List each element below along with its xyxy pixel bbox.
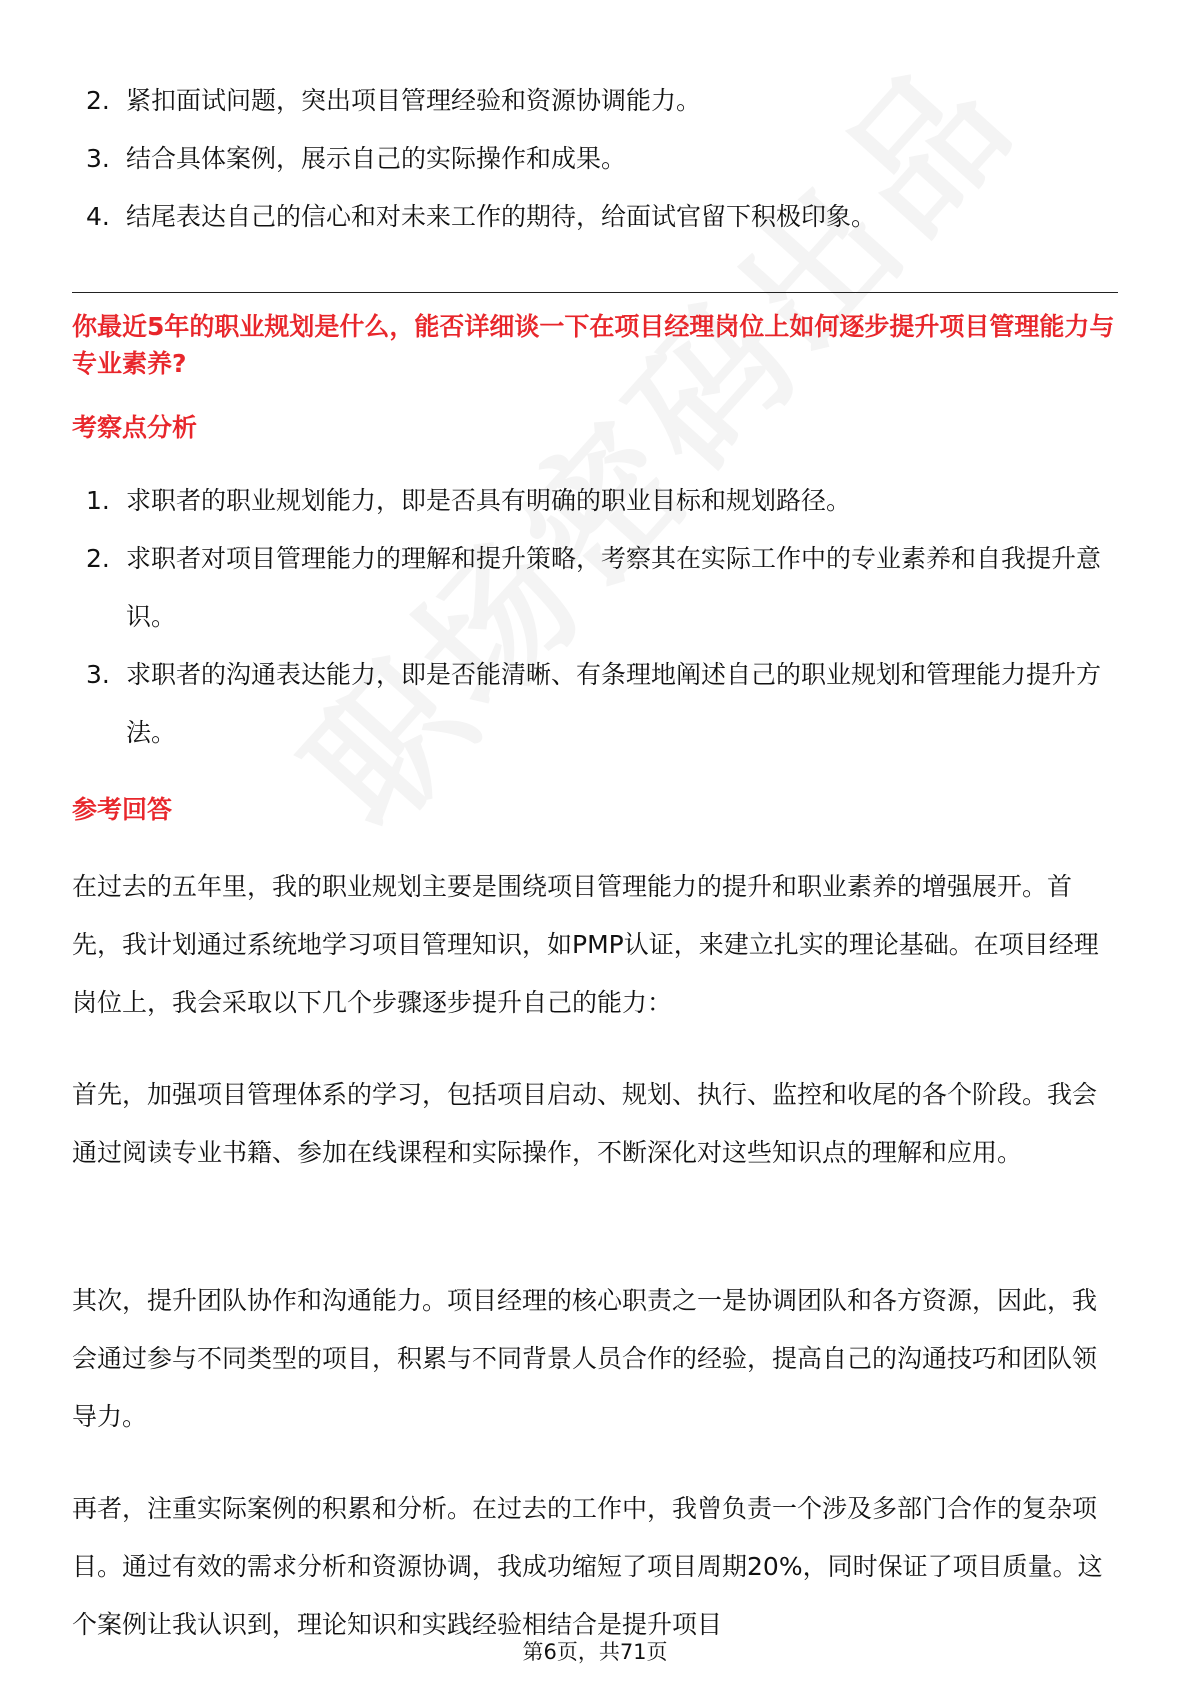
- list-text: 结尾表达自己的信心和对未来工作的期待，给面试官留下积极印象。: [126, 202, 877, 231]
- list-number: 4.: [86, 202, 110, 231]
- list-text: 求职者对项目管理能力的理解和提升策略，考察其在实际工作中的专业素养和自我提升意识。: [126, 544, 1102, 631]
- list-number: 3.: [86, 660, 110, 689]
- answer-paragraph: 首先，加强项目管理体系的学习，包括项目启动、规划、执行、监控和收尾的各个阶段。我会通过阅读专业书籍、参加在线课程和实际操作，不断深化对这些知识点的理解和应用。: [72, 1080, 1098, 1167]
- list-item: [72, 530, 1118, 646]
- list-item: [72, 188, 1118, 246]
- section-divider: [72, 292, 1118, 293]
- answer-paragraph: 再者，注重实际案例的积累和分析。在过去的工作中，我曾负责一个涉及多部门合作的复杂项目。通过有效的需求分析和资源协调，我成功缩短了项目周期20%，同时保证了项目质量。这个案例让我认识到，理论知识和实践经验相结合是提升项目: [72, 1494, 1103, 1639]
- list-item: [72, 472, 1118, 530]
- tips-list: [72, 72, 1118, 246]
- list-item: [72, 130, 1118, 188]
- question-title: 你最近5年的职业规划是什么，能否详细谈一下在项目经理岗位上如何逐步提升项目管理能力与专业素养?: [72, 312, 1115, 378]
- list-number: 1.: [86, 486, 110, 515]
- answer-heading: 参考回答: [72, 795, 173, 824]
- page-number: 第6页，共71页: [522, 1640, 668, 1664]
- answer-paragraph: 其次，提升团队协作和沟通能力。项目经理的核心职责之一是协调团队和各方资源，因此，我会通过参与不同类型的项目，积累与不同背景人员合作的经验，提高自己的沟通技巧和团队领导力。: [72, 1286, 1098, 1431]
- list-text: 求职者的沟通表达能力，即是否能清晰、有条理地阐述自己的职业规划和管理能力提升方法。: [126, 660, 1102, 747]
- list-number: 3.: [86, 144, 110, 173]
- list-number: 2.: [86, 86, 110, 115]
- answer-paragraph: 在过去的五年里，我的职业规划主要是围绕项目管理能力的提升和职业素养的增强展开。首先，我计划通过系统地学习项目管理知识，如PMP认证，来建立扎实的理论基础。在项目经理岗位上，我会采取以下几个步骤逐步提升自己的能力：: [72, 872, 1099, 1017]
- list-item: [72, 646, 1118, 762]
- list-text: 结合具体案例，展示自己的实际操作和成果。: [126, 144, 627, 173]
- analysis-list: [72, 472, 1118, 762]
- analysis-heading: 考察点分析: [72, 413, 198, 442]
- list-text: 紧扣面试问题，突出项目管理经验和资源协调能力。: [126, 86, 702, 115]
- list-text: 求职者的职业规划能力，即是否具有明确的职业目标和规划路径。: [126, 486, 852, 515]
- list-item: [72, 72, 1118, 130]
- list-number: 2.: [86, 544, 110, 573]
